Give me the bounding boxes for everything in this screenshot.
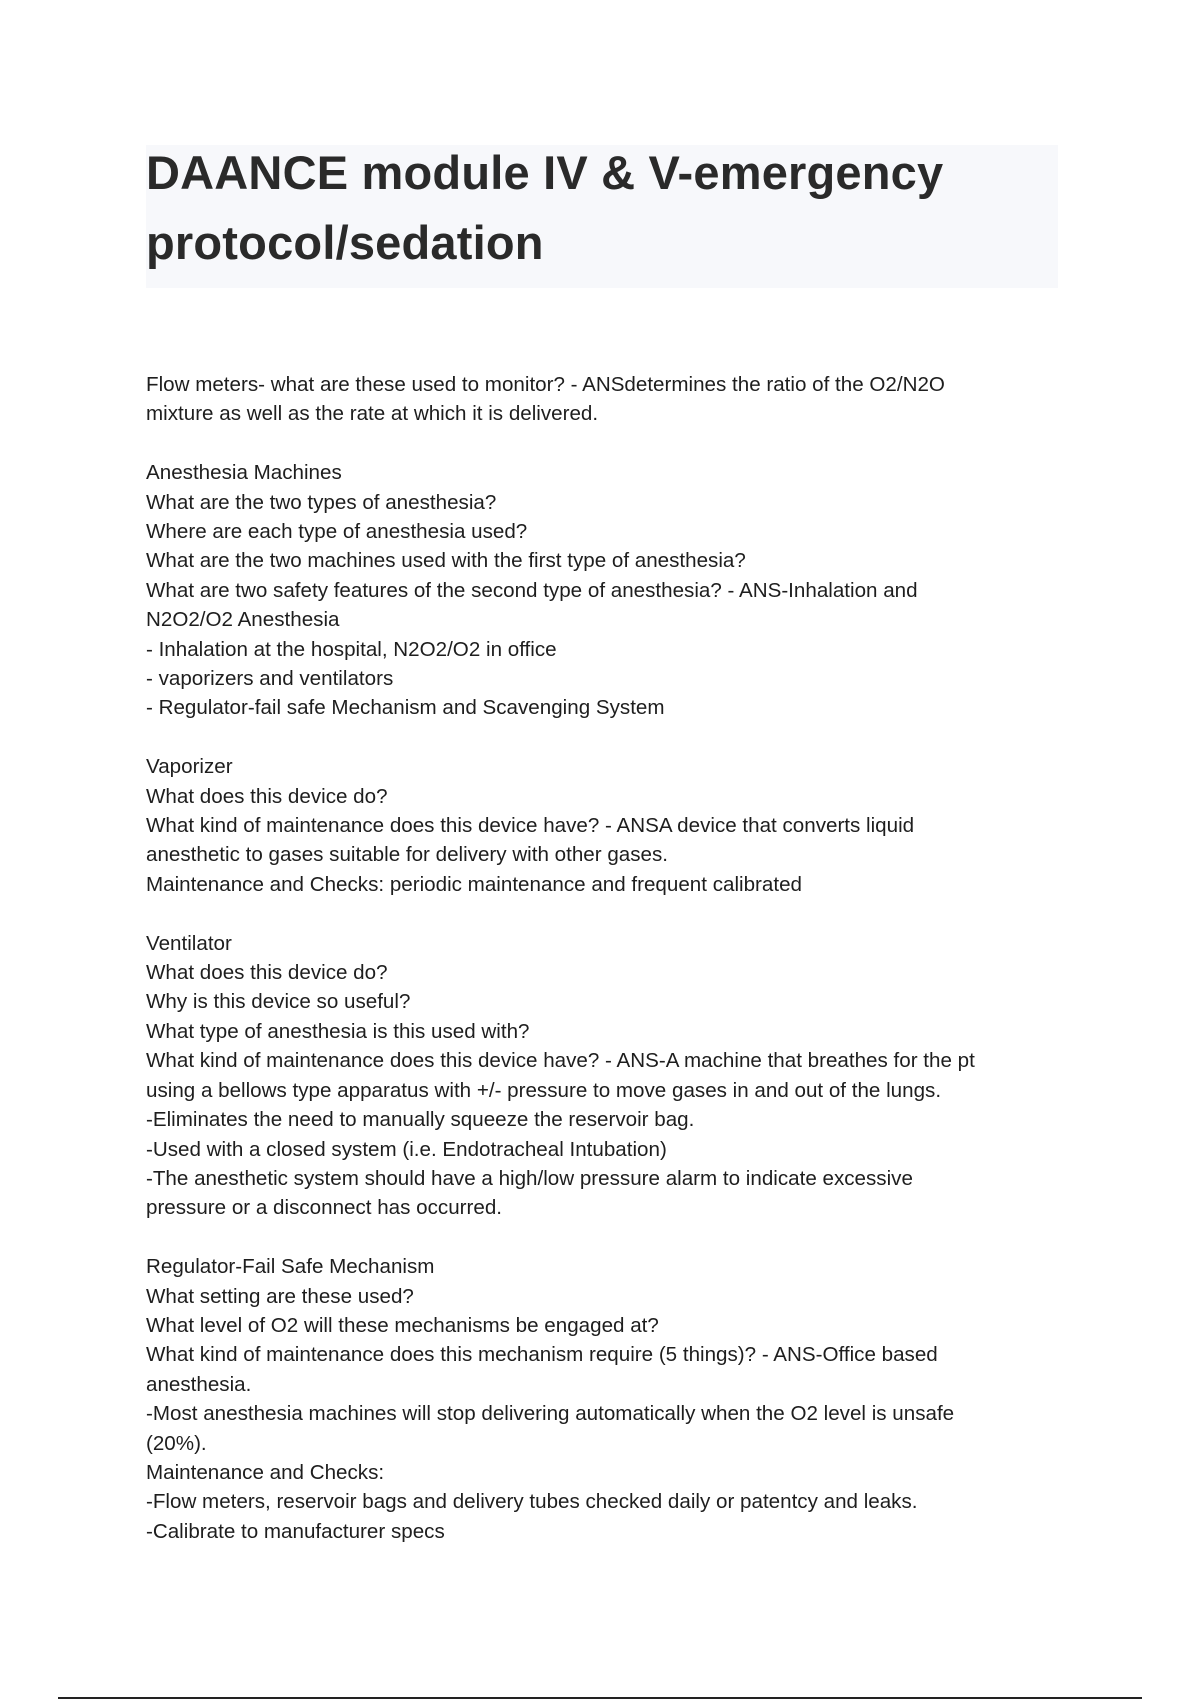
qa-block-ventilator (146, 929, 1066, 1223)
title-line: protocol/sedation (146, 216, 544, 269)
qa-block-regulator-fail-safe (146, 1252, 1066, 1546)
qa-block-vaporizer (146, 752, 1066, 899)
text-line: pressure or a disconnect has occurred. (146, 1196, 502, 1220)
text-line: -Used with a closed system (i.e. Endotracheal Intubation) (146, 1137, 667, 1161)
text-line: -Eliminates the need to manually squeeze the reservoir bag. (146, 1108, 695, 1132)
text-line: What are two safety features of the second type of anesthesia? - ANS-Inhalation and (146, 578, 918, 602)
text-line: -The anesthetic system should have a high/low pressure alarm to indicate excessive (146, 1166, 913, 1190)
text-line: Maintenance and Checks: periodic maintenance and frequent calibrated (146, 872, 802, 896)
qa-block-anesthesia-machines (146, 458, 1066, 723)
text-line: Vaporizer (146, 755, 233, 779)
text-line: Where are each type of anesthesia used? (146, 520, 528, 544)
footer-divider (58, 1697, 1142, 1699)
text-line: -Most anesthesia machines will stop delivering automatically when the O2 level is unsafe (146, 1402, 955, 1426)
text-line: mixture as well as the rate at which it is delivered. (146, 402, 599, 426)
text-line: What are the two machines used with the first type of anesthesia? (146, 549, 746, 573)
text-line: Ventilator (146, 931, 232, 955)
text-line: What does this device do? (146, 784, 388, 808)
document-body (146, 370, 1066, 1576)
text-line: Anesthesia Machines (146, 461, 342, 485)
text-line: using a bellows type apparatus with +/- pressure to move gases in and out of the lungs. (146, 1078, 942, 1102)
text-line: - Inhalation at the hospital, N2O2/O2 in office (146, 637, 557, 661)
text-line: What are the two types of anesthesia? (146, 490, 497, 514)
title-line: DAANCE module IV & V-emergency (146, 146, 944, 199)
text-line: Regulator-Fail Safe Mechanism (146, 1255, 435, 1279)
text-line: - Regulator-fail safe Mechanism and Scavenging System (146, 696, 665, 720)
page-title (146, 138, 1046, 278)
text-line: anesthetic to gases suitable for delivery with other gases. (146, 843, 668, 867)
text-line: N2O2/O2 Anesthesia (146, 608, 340, 632)
text-line: anesthesia. (146, 1372, 252, 1396)
text-line: Flow meters- what are these used to monitor? - ANSdetermines the ratio of the O2/N2O (146, 373, 945, 396)
text-line: What kind of maintenance does this mechanism require (5 things)? - ANS-Office based (146, 1343, 938, 1367)
text-line: What level of O2 will these mechanisms be engaged at? (146, 1313, 659, 1337)
text-line: What kind of maintenance does this device have? - ANS-A machine that breathes for the pt (146, 1049, 975, 1073)
text-line: What type of anesthesia is this used with? (146, 1019, 530, 1043)
text-line: What setting are these used? (146, 1284, 414, 1308)
text-line: -Calibrate to manufacturer specs (146, 1519, 445, 1543)
text-line: - vaporizers and ventilators (146, 667, 394, 691)
text-line: Maintenance and Checks: (146, 1460, 385, 1484)
text-line: (20%). (146, 1431, 207, 1455)
text-line: -Flow meters, reservoir bags and delivery tubes checked daily or patentcy and leaks. (146, 1490, 918, 1514)
text-line: What does this device do? (146, 961, 388, 985)
text-line: Why is this device so useful? (146, 990, 411, 1014)
text-line: What kind of maintenance does this device have? - ANSA device that converts liquid (146, 814, 915, 838)
qa-block-flow-meters (146, 370, 1066, 429)
